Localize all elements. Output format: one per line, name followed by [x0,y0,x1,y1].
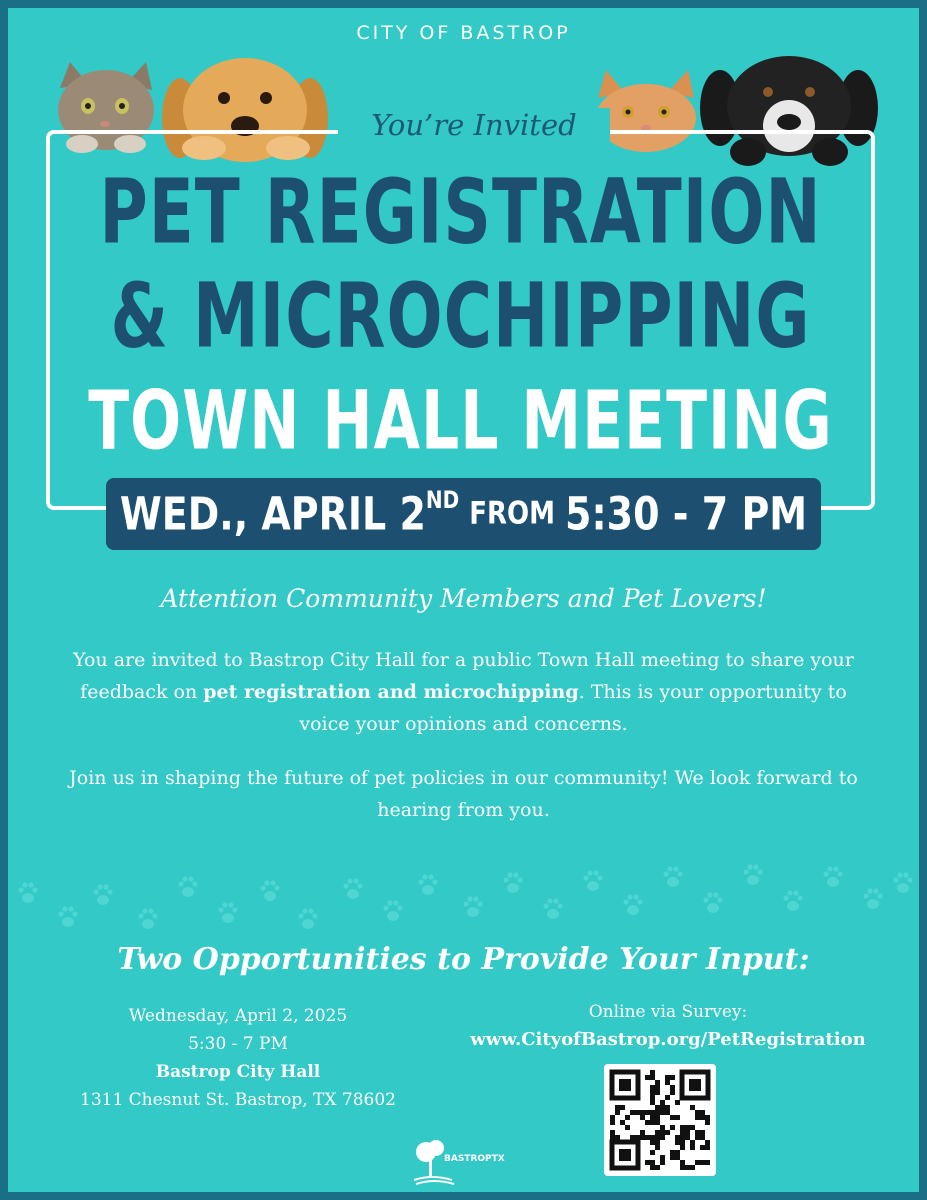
paw-icon [823,866,842,887]
paw-icon [138,908,157,929]
paw-icon [663,866,682,887]
paw-icon [343,878,362,899]
title-line-3: TOWN HALL MEETING [88,374,833,469]
date-time: 5:30 - 7 PM [565,487,808,541]
paw-icon [93,884,112,905]
attention-heading: Attention Community Members and Pet Lovers! [160,584,767,613]
invited-text: You’re Invited [338,108,610,142]
paw-icon [783,890,802,911]
date-suffix: ND [425,485,460,514]
paw-icon [260,880,279,901]
meeting-time: 5:30 - 7 PM [188,1034,288,1054]
paw-prints-decoration [8,848,919,938]
survey-link[interactable]: www.CityofBastrop.org/PetRegistration [470,1029,866,1050]
qr-code-icon[interactable] [604,1064,716,1176]
paw-icon [463,896,482,917]
paw-icon [623,894,642,915]
in-person-details [48,1002,428,1114]
meeting-address: 1311 Chesnut St. Bastrop, TX 78602 [80,1090,396,1110]
city-name: CITY OF BASTROP [356,22,571,44]
paw-icon [383,900,402,921]
paw-icon [178,876,197,897]
paw-icon [743,864,762,885]
meeting-venue: Bastrop City Hall [155,1062,321,1082]
paw-icon [218,902,237,923]
topic-emphasis: pet registration and microchipping [203,681,579,703]
title-line-1: PET REGISTRATION [99,160,822,264]
paw-icon [418,874,437,895]
paw-icon [543,898,562,919]
online-details [438,998,898,1054]
paw-icon [58,906,77,927]
logo-text: BASTROPTX [444,1154,505,1164]
date-day: WED., APRIL 2ND [119,485,460,541]
paw-icon [298,908,317,929]
paw-icon [18,882,37,903]
paw-icon [583,870,602,891]
opportunities-heading: Two Opportunities to Provide Your Input: [117,942,810,977]
date-from: FROM [469,496,556,532]
meeting-date: Wednesday, April 2, 2025 [128,1006,348,1026]
date-banner [106,478,821,550]
join-paragraph: Join us in shaping the future of pet policies in our community! We look forward to hearing from you. [69,767,858,821]
event-poster [8,8,919,1192]
invitation-paragraph: You are invited to Bastrop City Hall for a public Town Hall meeting to share your feedback on pet registration and microchipping. This is your opportunity to voice your opinions and concerns. [73,649,854,735]
paw-icon [893,872,912,893]
paw-icon [703,892,722,913]
title-line-2: & MICROCHIPPING [110,264,811,368]
online-label: Online via Survey: [588,1002,748,1022]
paw-icon [503,872,522,893]
paw-icon [863,888,882,909]
